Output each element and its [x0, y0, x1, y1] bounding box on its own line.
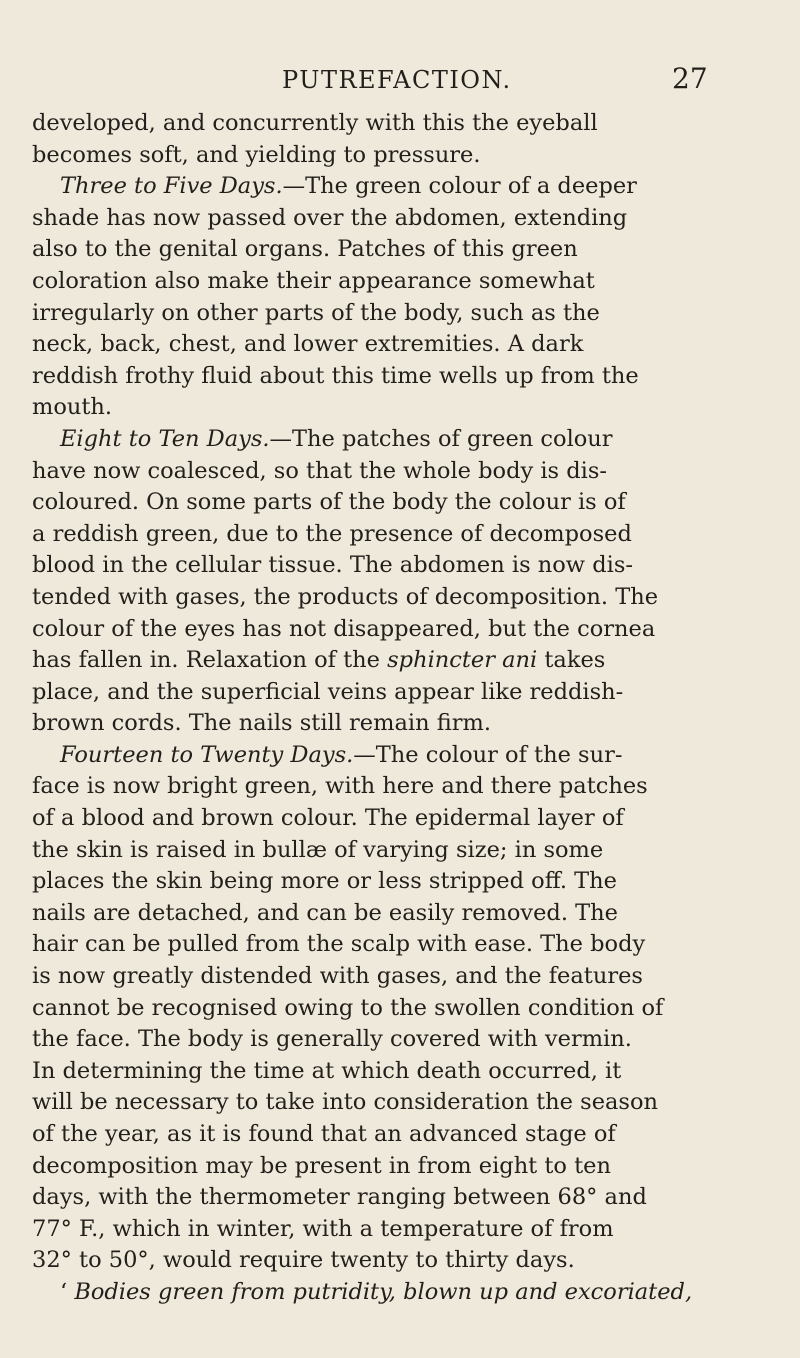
- text-line: 77° F., which in winter, with a temperature of from: [32, 1215, 614, 1242]
- text-line: also to the genital organs. Patches of this green: [32, 236, 578, 263]
- text-line: nails are detached, and can be easily removed. The: [32, 899, 618, 926]
- text-line: mouth.: [32, 394, 113, 421]
- text-line: the skin is raised in bullæ of varying size; in some: [32, 836, 604, 863]
- text-line: face is now bright green, with here and there patches: [32, 773, 648, 800]
- text-line: Eight to Ten Days.—The patches of green colour: [60, 425, 613, 452]
- text-line: a reddish green, due to the presence of decomposed: [32, 520, 632, 547]
- page-header: [0, 62, 800, 102]
- text-line: places the skin being more or less stripped off. The: [32, 868, 617, 895]
- text-line: 32° to 50°, would require twenty to thirty days.: [32, 1247, 575, 1274]
- text-line: of the year, as it is found that an advanced stage of: [32, 1121, 616, 1147]
- text-line: has fallen in. Relaxation of the sphincter ani takes: [32, 647, 606, 674]
- body-text: [32, 108, 754, 1309]
- text-line: irregularly on other parts of the body, such as the: [32, 299, 600, 326]
- text-line: Fourteen to Twenty Days.—The colour of the sur-: [60, 741, 623, 768]
- text-line: coloration also make their appearance somewhat: [32, 267, 595, 294]
- text-line: becomes soft, and yielding to pressure.: [32, 141, 481, 168]
- text-line: have now coalesced, so that the whole body is dis-: [32, 457, 607, 484]
- text-line: shade has now passed over the abdomen, extending: [32, 204, 628, 231]
- text-line: developed, and concurrently with this the eyeball: [32, 110, 598, 136]
- text-line: blood in the cellular tissue. The abdomen is now dis-: [32, 552, 633, 579]
- text-line: will be necessary to take into consideration the season: [32, 1089, 659, 1116]
- text-line: cannot be recognised owing to the swollen condition of: [32, 994, 664, 1021]
- text-line: ‘ Bodies green from putridity, blown up and excoriated,: [60, 1278, 693, 1305]
- text-line: reddish frothy fluid about this time wells up from the: [32, 362, 639, 389]
- text-line: brown cords. The nails still remain firm.: [32, 710, 491, 737]
- text-line: neck, back, chest, and lower extremities. A dark: [32, 331, 584, 358]
- page-number: 27: [672, 62, 708, 95]
- text-line: is now greatly distended with gases, and the features: [32, 963, 643, 990]
- text-line: In determining the time at which death occurred, it: [32, 1057, 622, 1084]
- running-head: PUTREFACTION.: [282, 66, 512, 94]
- text-line: the face. The body is generally covered with vermin.: [32, 1026, 632, 1053]
- text-line: coloured. On some parts of the body the colour is of: [32, 489, 626, 516]
- text-line: place, and the superficial veins appear like reddish-: [32, 678, 624, 705]
- text-line: days, with the thermometer ranging between 68° and: [32, 1184, 647, 1211]
- text-line: of a blood and brown colour. The epidermal layer of: [32, 805, 624, 832]
- text-line: tended with gases, the products of decomposition. The: [32, 583, 659, 610]
- text-line: hair can be pulled from the scalp with ease. The body: [32, 931, 646, 958]
- text-line: colour of the eyes has not disappeared, but the cornea: [32, 615, 656, 642]
- text-line: Three to Five Days.—The green colour of a deeper: [60, 173, 637, 200]
- text-line: decomposition may be present in from eight to ten: [32, 1152, 611, 1179]
